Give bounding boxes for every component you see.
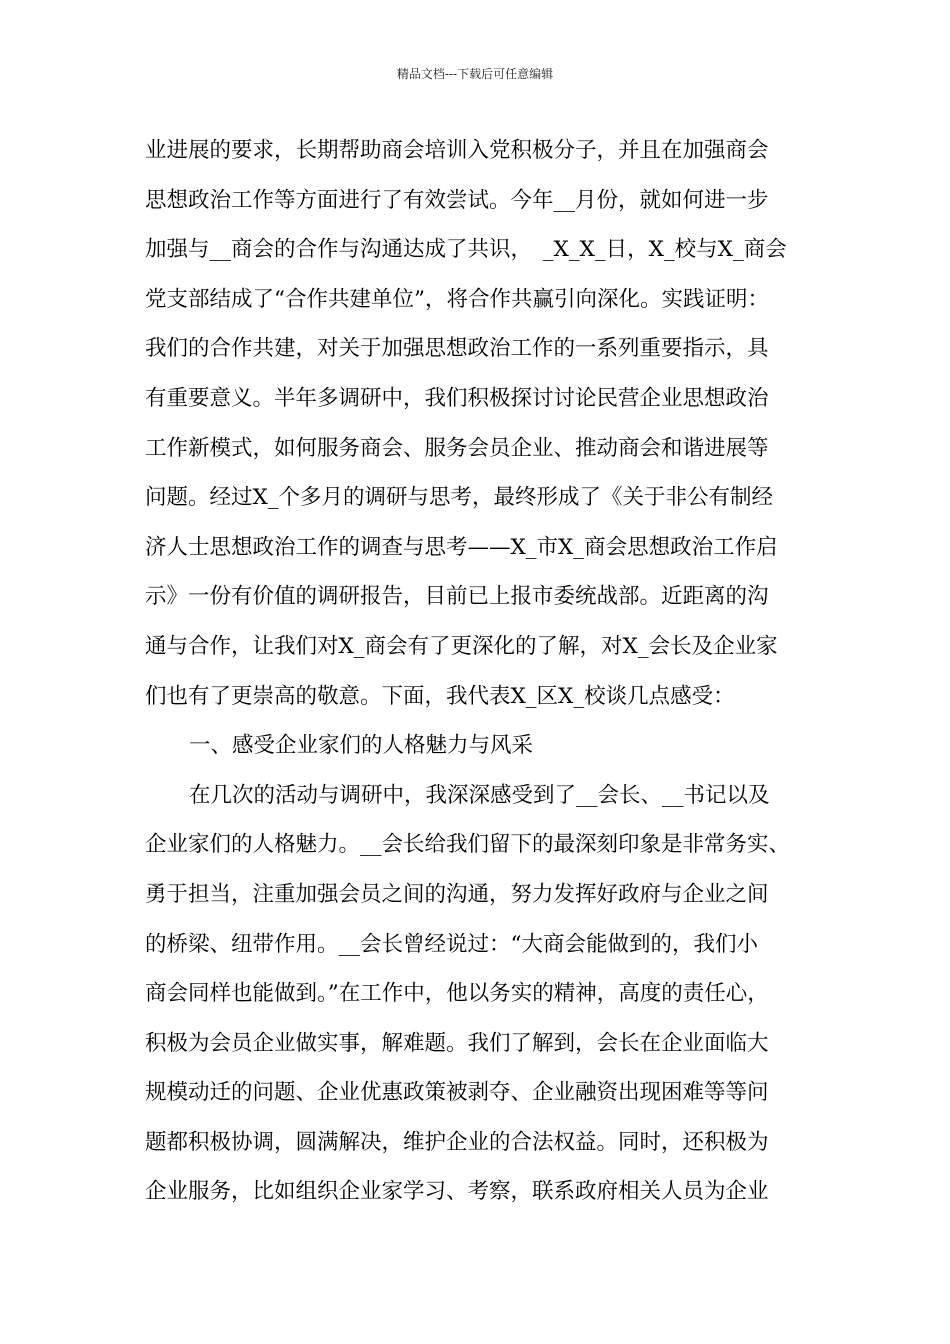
- text-line: 勇于担当，注重加强会员之间的沟通，努力发挥好政府与企业之间: [145, 881, 769, 907]
- section-heading: 一、感受企业家们的人格魅力与风采: [189, 733, 534, 759]
- text-line: 我们的合作共建，对关于加强思想政治工作的一系列重要指示，具: [145, 336, 769, 362]
- text-line: 们也有了更崇高的敬意。下面，我代表X_区X_校谈几点感受：: [145, 683, 735, 709]
- text-line: 思想政治工作等方面进行了有效尝试。今年__月份，就如何进一步: [145, 187, 769, 213]
- text-line: 通与合作，让我们对X_商会有了更深化的了解，对X_会长及企业家: [145, 633, 778, 659]
- text-line: 在几次的活动与调研中，我深深感受到了__会长、__书记以及: [189, 782, 770, 808]
- text-line: 济人士思想政治工作的调查与思考——X_市X_商会思想政治工作启: [145, 534, 778, 560]
- text-line: 商会同样也能做到。”在工作中，他以务实的精神，高度的责任心，: [145, 981, 769, 1007]
- text-line: 规模动迁的问题、企业优惠政策被剥夺、企业融资出现困难等等问: [145, 1080, 769, 1106]
- text-line: 工作新模式，如何服务商会、服务会员企业、推动商会和谐进展等: [145, 435, 769, 461]
- text-line: 党支部结成了“合作共建单位”，将合作共赢引向深化。实践证明：: [145, 286, 769, 312]
- text-line: 示》一份有价值的调研报告，目前已上报市委统战部。近距离的沟: [145, 584, 769, 610]
- text-line: 有重要意义。半年多调研中，我们积极探讨讨论民营企业思想政治: [145, 385, 769, 411]
- text-line: 问题。经过X_个多月的调研与思考，最终形成了《关于非公有制经: [145, 485, 774, 511]
- page-header: 精品文档---下载后可任意编辑: [396, 67, 554, 81]
- text-line: 企业家们的人格魅力。__会长给我们留下的最深刻印象是非常务实、: [145, 832, 791, 858]
- text-line: 业进展的要求，长期帮助商会培训入党积极分子，并且在加强商会: [145, 138, 769, 163]
- text-line: 企业服务，比如组织企业家学习、考察，联系政府相关人员为企业: [145, 1179, 769, 1205]
- text-line: 的桥梁、纽带作用。__会长曾经说过：“大商会能做到的，我们小: [145, 931, 758, 957]
- document-body: [145, 136, 835, 1227]
- text-line: 题都积极协调，圆满解决，维护企业的合法权益。同时，还积极为: [145, 1129, 769, 1155]
- text-line: 积极为会员企业做实事，解难题。我们了解到，会长在企业面临大: [145, 1030, 769, 1056]
- text-line: 加强与__商会的合作与沟通达成了共识， _X_X_日，X_校与X_商会: [145, 237, 787, 263]
